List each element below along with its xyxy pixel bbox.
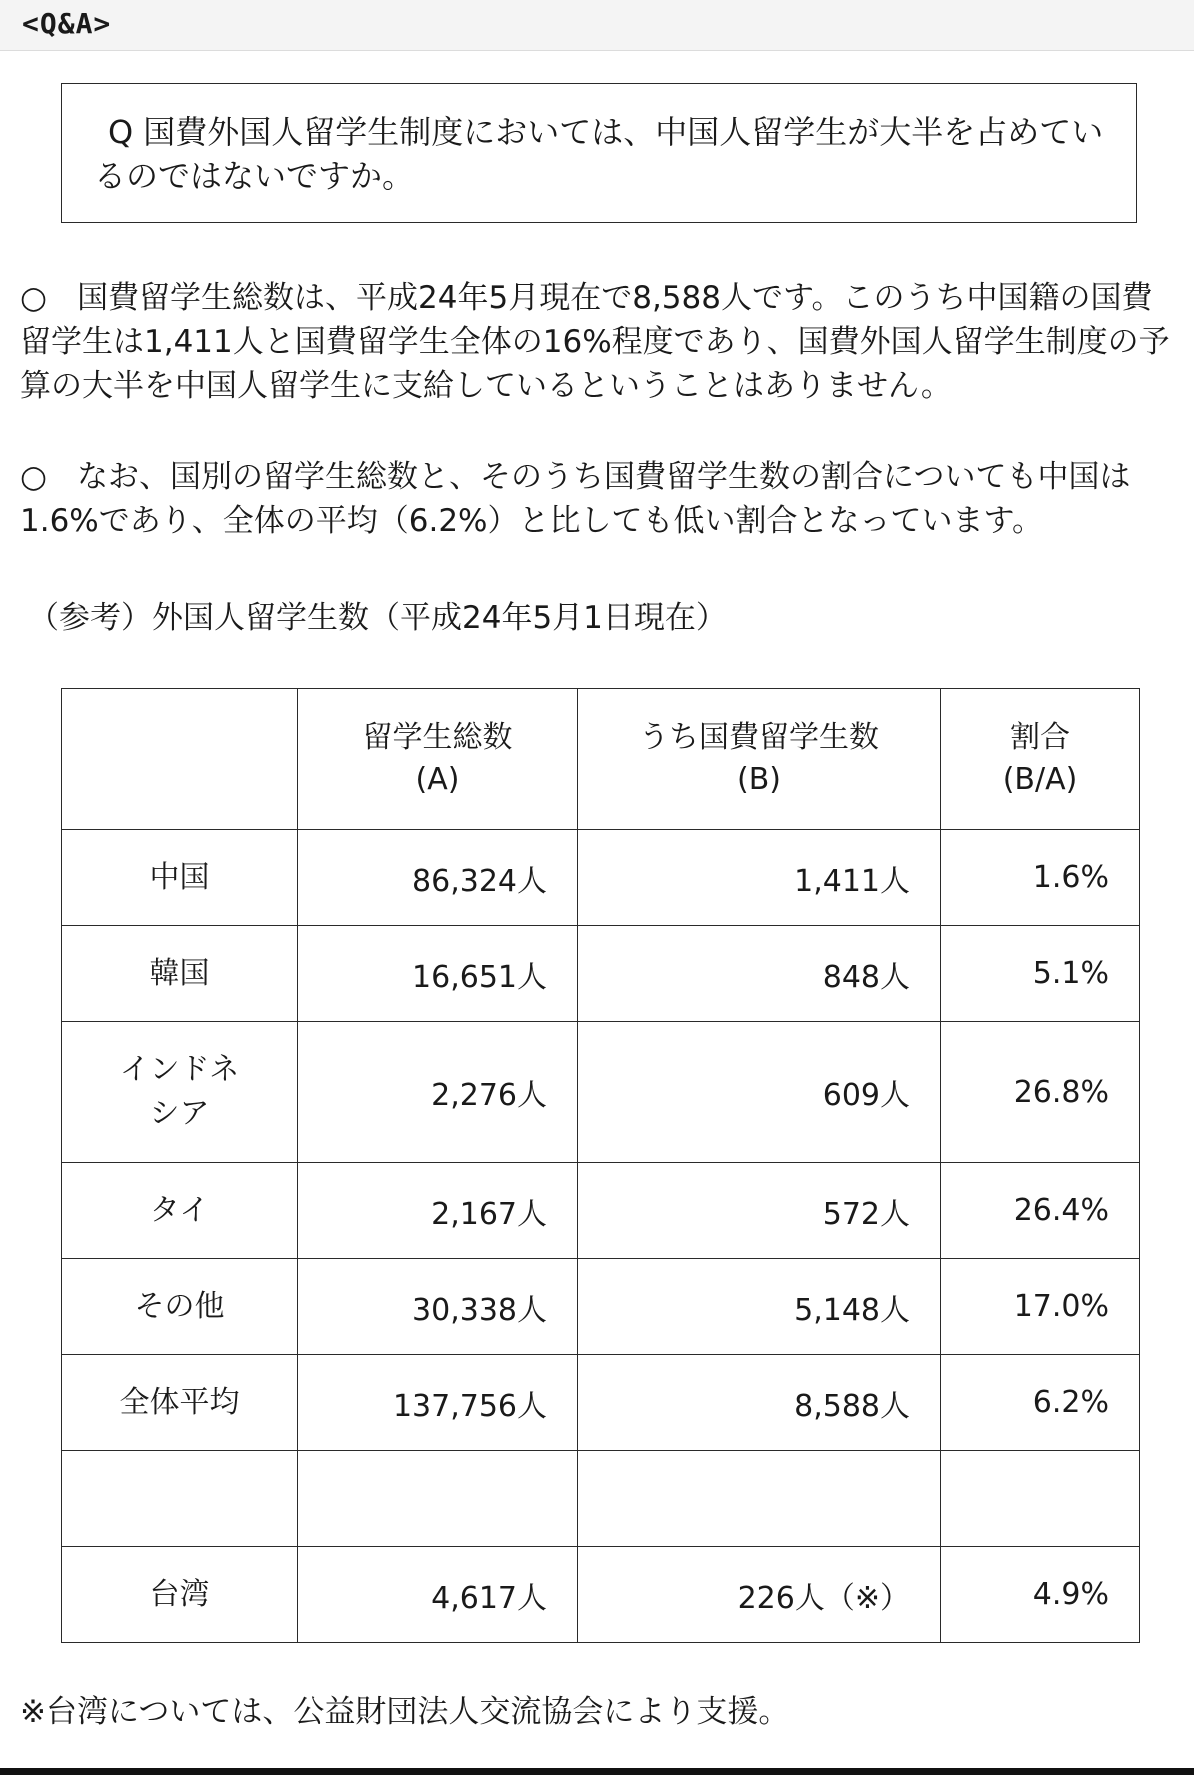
country-label-line2: シア (149, 1096, 210, 1131)
table-row (62, 1163, 1140, 1259)
reference-caption: （参考）外国人留学生数（平成24年5月1日現在） (28, 600, 727, 636)
total-cell: 2,167人 (298, 1163, 578, 1259)
govt-cell: 848人 (578, 926, 941, 1022)
country-cell: その他 (62, 1259, 298, 1355)
ratio-cell: 17.0% (941, 1259, 1140, 1355)
circle-bullet-icon: ○ (20, 280, 48, 316)
question-mark: Q (108, 113, 134, 151)
header-sublabel: (B) (737, 762, 781, 797)
govt-cell: 1,411人 (578, 830, 941, 926)
total-cell (298, 1451, 578, 1547)
table-row (62, 1022, 1140, 1163)
header-label: うち国費留学生数 (639, 720, 879, 755)
country-cell: 全体平均 (62, 1355, 298, 1451)
country-cell: タイ (62, 1163, 298, 1259)
answer-paragraph-2 (20, 455, 1180, 543)
table-row-average (62, 1355, 1140, 1451)
total-cell: 86,324人 (298, 830, 578, 926)
header-bar (0, 0, 1194, 51)
govt-cell: 226人（※） (578, 1547, 941, 1643)
govt-cell: 8,588人 (578, 1355, 941, 1451)
total-cell: 16,651人 (298, 926, 578, 1022)
answer-paragraph-1 (20, 276, 1180, 408)
table-row (62, 1259, 1140, 1355)
header-label: 留学生総数 (362, 720, 513, 755)
answer-text-2: なお、国別の留学生総数と、そのうち国費留学生数の割合についても中国は1.6%であり、全体の平均（6.2%）と比しても低い割合となっています。 (20, 459, 1131, 539)
ratio-cell (941, 1451, 1140, 1547)
govt-cell: 5,148人 (578, 1259, 941, 1355)
country-cell: 台湾 (62, 1547, 298, 1643)
student-count-table (61, 688, 1140, 1643)
total-cell: 4,617人 (298, 1547, 578, 1643)
header-label: 割合 (1010, 720, 1070, 755)
govt-cell: 572人 (578, 1163, 941, 1259)
table-row (62, 830, 1140, 926)
table-row-blank (62, 1451, 1140, 1547)
ratio-cell: 1.6% (941, 830, 1140, 926)
govt-cell (578, 1451, 941, 1547)
table-row-taiwan (62, 1547, 1140, 1643)
header-cell-govt (578, 689, 941, 830)
ratio-cell: 4.9% (941, 1547, 1140, 1643)
ratio-cell: 6.2% (941, 1355, 1140, 1451)
ratio-cell: 26.4% (941, 1163, 1140, 1259)
country-cell (62, 1451, 298, 1547)
header-sublabel: (A) (415, 762, 460, 797)
table-row (62, 926, 1140, 1022)
ratio-cell: 5.1% (941, 926, 1140, 1022)
ratio-cell: 26.8% (941, 1022, 1140, 1163)
header-cell-ratio (941, 689, 1140, 830)
header-sublabel: (B/A) (1002, 762, 1078, 797)
country-label-line1: インドネ (119, 1052, 240, 1087)
section-title: <Q&A> (22, 7, 112, 40)
country-cell: 中国 (62, 830, 298, 926)
header-cell-empty (62, 689, 298, 830)
total-cell: 2,276人 (298, 1022, 578, 1163)
bottom-divider (0, 1768, 1194, 1775)
question-text: 国費外国人留学生制度においては、中国人留学生が大半を占めているのではないですか。 (94, 113, 1104, 195)
country-cell (62, 1022, 298, 1163)
circle-bullet-icon: ○ (20, 459, 48, 495)
table-header-row (62, 689, 1140, 830)
total-cell: 137,756人 (298, 1355, 578, 1451)
total-cell: 30,338人 (298, 1259, 578, 1355)
question-box (61, 83, 1137, 223)
country-cell: 韓国 (62, 926, 298, 1022)
answer-text-1: 国費留学生総数は、平成24年5月現在で8,588人です。このうち中国籍の国費留学生は1,411人と国費留学生全体の16%程度であり、国費外国人留学生制度の予算の大半を中国人留学生に支給しているということはありません。 (20, 280, 1170, 404)
footnote: ※台湾については、公益財団法人交流協会により支援。 (20, 1694, 790, 1730)
header-cell-total (298, 689, 578, 830)
govt-cell: 609人 (578, 1022, 941, 1163)
